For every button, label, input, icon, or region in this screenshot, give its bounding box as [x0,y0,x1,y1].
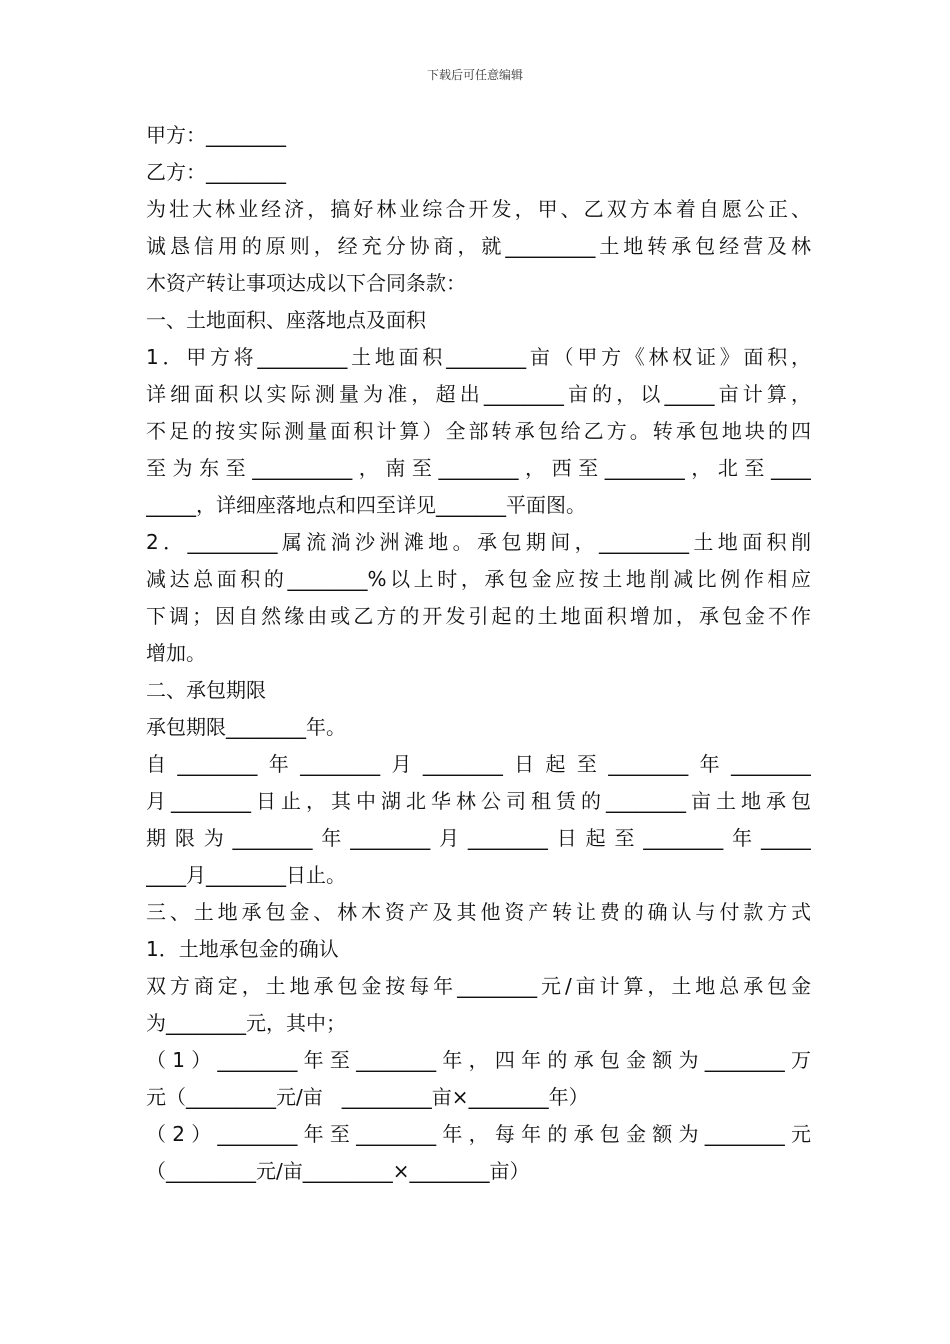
party-b-line: 乙方：________ [146,160,286,184]
paragraph-line: 下调；因自然缘由或乙方的开发引起的土地面积增加，承包金不作 [146,604,811,628]
paragraph-line: 木资产转让事项达成以下合同条款： [146,271,466,295]
paragraph-line: 双方商定，土地承包金按每年________元/亩计算，土地总承包金 [146,974,811,998]
paragraph-line: 元（_________元/亩 _________亩×________年） [146,1085,589,1109]
paragraph-line: （_________元/亩_________×________亩） [146,1159,530,1183]
paragraph-line: 减达总面积的________%以上时，承包金应按土地削减比例作相应 [146,567,811,591]
paragraph-line: 自________年________月________日起至________年________ [146,752,811,776]
subsection-heading: 1．土地承包金的确认 [146,937,339,961]
paragraph-line: _____，详细座落地点和四至详见_______平面图。 [146,493,586,517]
paragraph-line: 承包期限________年。 [146,715,346,739]
paragraph-line: 为________元，其中； [146,1011,346,1035]
section-heading-2: 二、承包期限 [146,678,266,702]
paragraph-line: 为壮大林业经济，搞好林业综合开发，甲、乙双方本着自愿公正、 [146,197,811,221]
paragraph-line: 2．_________属流淌沙洲滩地。承包期间，_________土地面积削 [146,530,811,554]
paragraph-line: 1．甲方将_________土地面积________亩（甲方《林权证》面积， [146,345,811,369]
paragraph-line: 详细面积以实际测量为准，超出________亩的，以_____亩计算， [146,382,811,406]
section-heading-1: 一、土地面积、座落地点及面积 [146,308,426,332]
paragraph-line: （1）________年至________年，四年的承包金额为________万 [146,1048,811,1072]
page-header: 下载后可任意编辑 [426,68,523,82]
paragraph-line: 至为东至__________，南至________，西至________，北至____ [146,456,811,480]
document-body [146,117,811,1190]
party-a-line: 甲方：________ [146,123,286,147]
paragraph-line: 增加。 [146,641,206,665]
paragraph-line: 不足的按实际测量面积计算）全部转承包给乙方。转承包地块的四 [146,419,811,443]
paragraph-line: 诚恳信用的原则，经充分协商，就_________土地转承包经营及林 [146,234,811,258]
section-heading-3: 三、土地承包金、林木资产及其他资产转让费的确认与付款方式 [146,900,811,924]
paragraph-line: ____月________日止。 [146,863,346,887]
paragraph-line: 期限为________年________月________日起至________年_____ [146,826,811,850]
paragraph-line: （2）________年至________年，每年的承包金额为________元 [146,1122,811,1146]
paragraph-line: 月________日止，其中湖北华林公司租赁的________亩土地承包 [146,789,811,813]
